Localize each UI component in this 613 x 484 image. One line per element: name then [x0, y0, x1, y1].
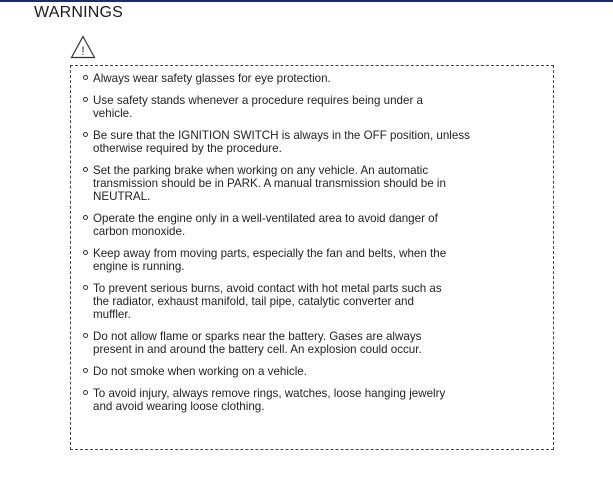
warning-item: [83, 94, 523, 120]
warning-text: Do not smoke when working on a vehicle.: [93, 365, 307, 378]
warning-item: [83, 282, 523, 321]
bullet-circle-icon: [83, 250, 88, 255]
warning-text: Do not allow flame or sparks near the battery. Gases are always present in and around the battery cell. An explosion could occur.: [93, 330, 422, 356]
bullet-circle-icon: [83, 368, 88, 373]
bullet-circle-icon: [83, 97, 88, 102]
warning-item: [83, 164, 523, 203]
warning-text: To avoid injury, always remove rings, watches, loose hanging jewelry and avoid wearing loose clothing.: [93, 387, 446, 413]
warning-item: [83, 72, 523, 85]
bullet-circle-icon: [83, 333, 88, 338]
warnings-box: [70, 65, 554, 450]
warning-text: Operate the engine only in a well-ventilated area to avoid danger of carbon monoxide.: [93, 212, 438, 238]
header-rule: [0, 0, 613, 2]
bullet-circle-icon: [83, 132, 88, 137]
warning-item: [83, 212, 523, 238]
warning-text: Always wear safety glasses for eye protection.: [93, 72, 331, 85]
warning-text: To prevent serious burns, avoid contact with hot metal parts such as the radiator, exhaust manifold, tail pipe, catalytic converter and muffler.: [93, 282, 442, 321]
bullet-circle-icon: [83, 75, 88, 80]
warning-item: [83, 247, 523, 273]
warning-text: Set the parking brake when working on any vehicle. An automatic transmission should be in PARK. A manual transmission should be in NEUTRAL.: [93, 164, 446, 203]
warning-symbol: !: [81, 44, 85, 58]
bullet-circle-icon: [83, 285, 88, 290]
warning-text: Be sure that the IGNITION SWITCH is always in the OFF position, unless otherwise required by the procedure.: [93, 129, 470, 155]
warning-text: Use safety stands whenever a procedure requires being under a vehicle.: [93, 94, 423, 120]
bullet-circle-icon: [83, 167, 88, 172]
warning-item: [83, 330, 523, 356]
page-title: WARNINGS: [34, 4, 124, 21]
bullet-circle-icon: [83, 390, 88, 395]
warning-text: Keep away from moving parts, especially the fan and belts, when the engine is running.: [93, 247, 447, 273]
warning-item: [83, 387, 523, 413]
warning-item: [83, 365, 523, 378]
warning-triangle-icon: [70, 35, 96, 59]
warning-item: [83, 129, 523, 155]
warnings-list: [83, 72, 523, 422]
bullet-circle-icon: [83, 215, 88, 220]
